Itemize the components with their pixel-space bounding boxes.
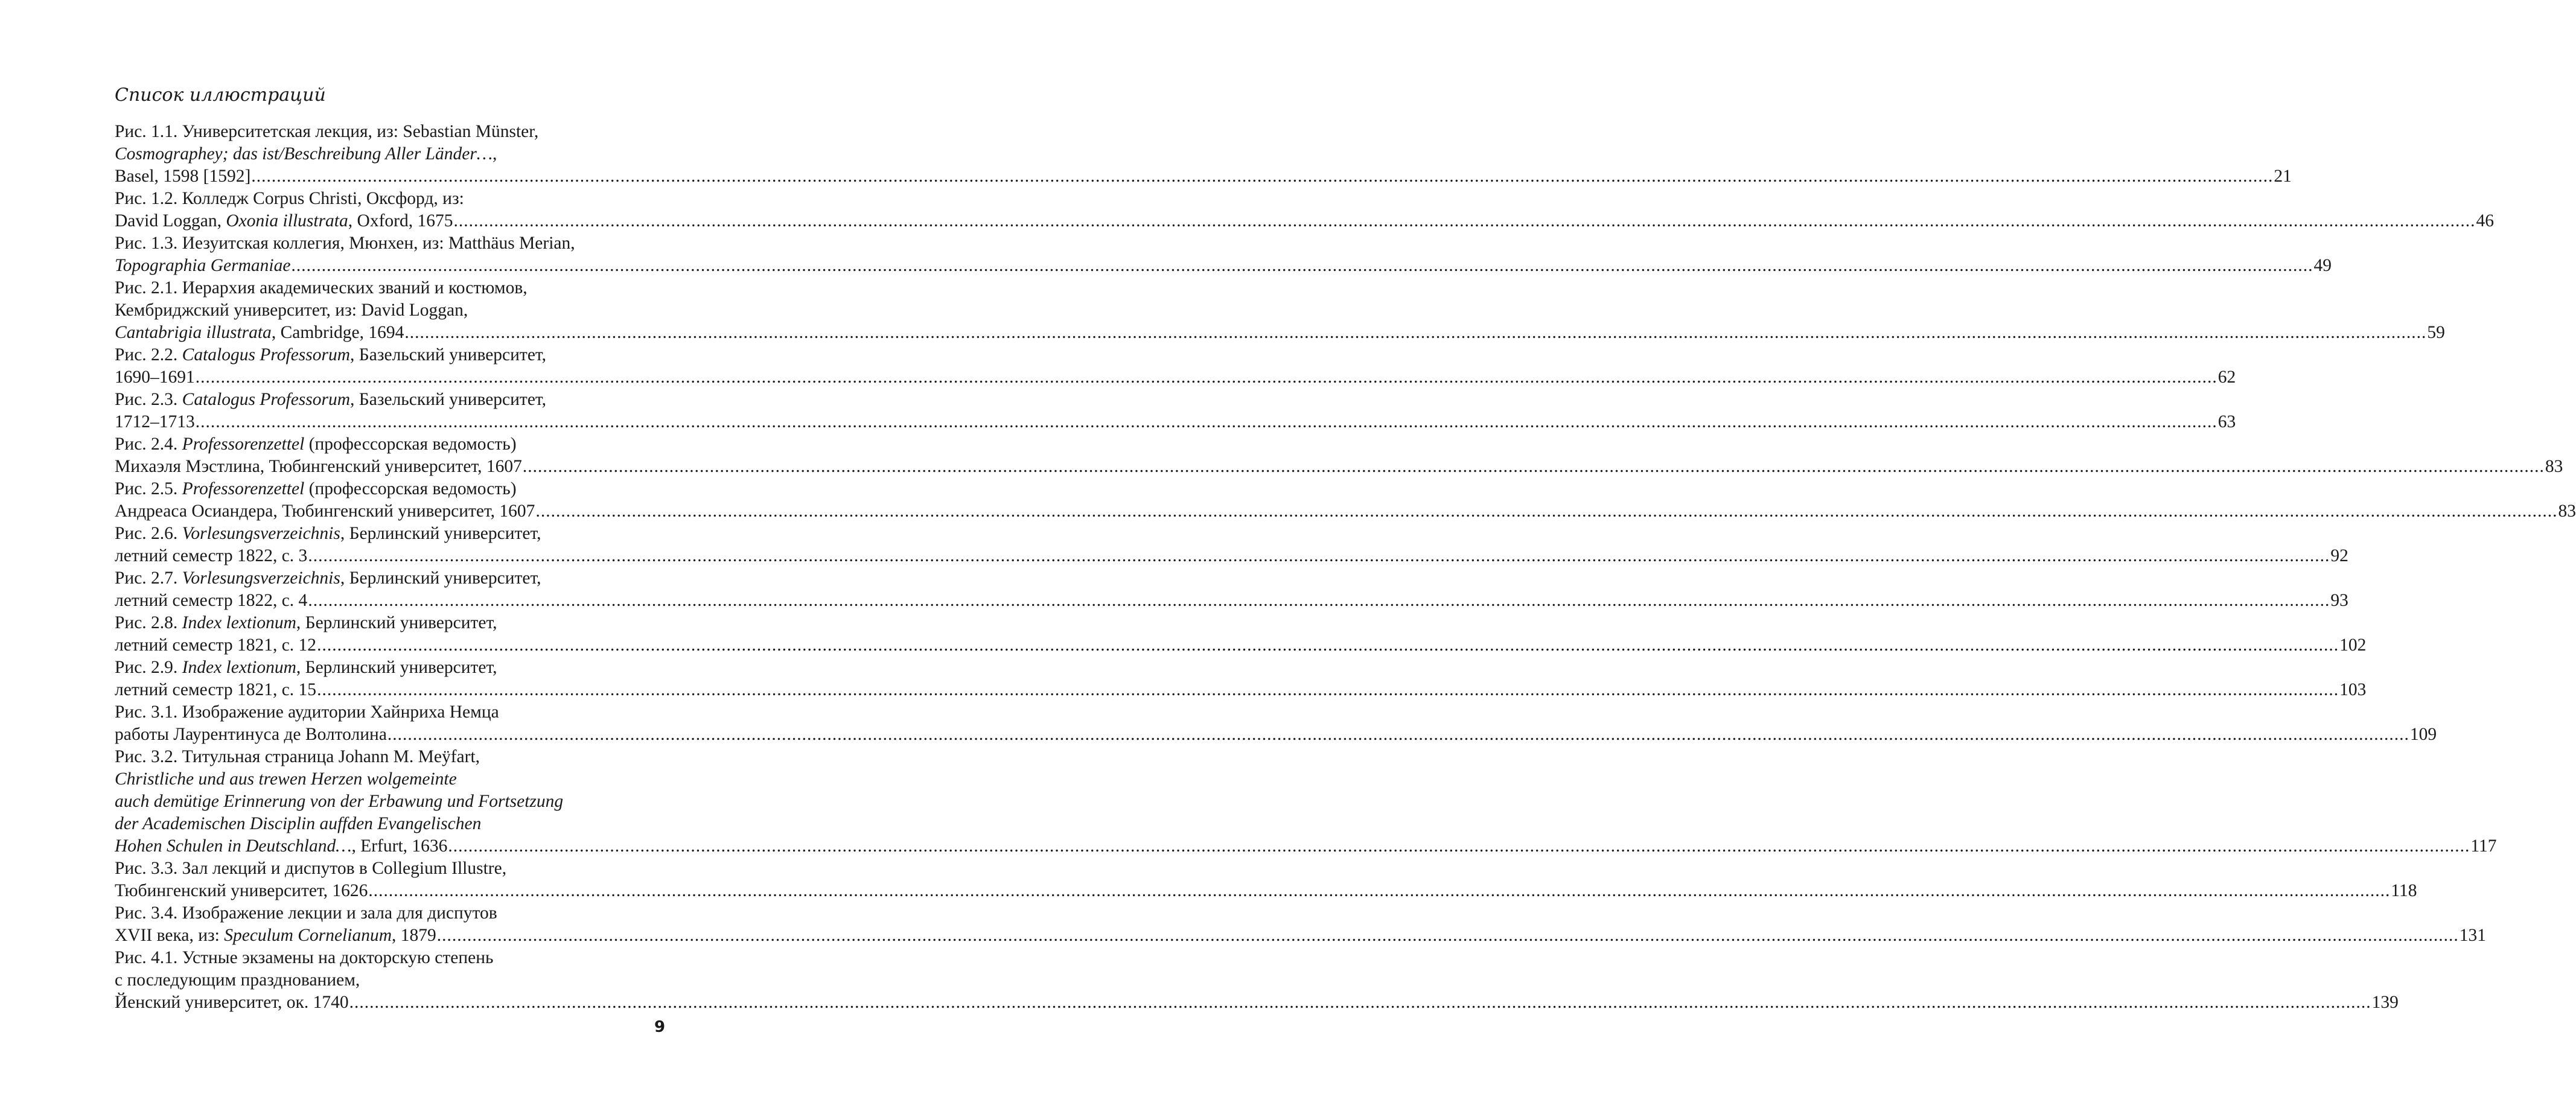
entry-text: Рис. 2.7. bbox=[115, 568, 182, 588]
entry-text: , Базельский университет, bbox=[350, 345, 546, 364]
entry-text: (профессорская ведомость) bbox=[304, 434, 517, 454]
list-item bbox=[115, 389, 2236, 433]
entry-line bbox=[115, 590, 2348, 612]
entry-line bbox=[115, 478, 670, 500]
dot-leader: ................................................................................................................................................................................................................................................................................................................................................................................................................ bbox=[535, 501, 2558, 521]
dot-leader: ................................................................................................................................................................................................................................................................................................................................................................................................................ bbox=[317, 635, 2339, 655]
entry-text: Рис. 3.4. Изображение лекции и зала для диспутов bbox=[115, 903, 497, 923]
entry-line bbox=[115, 456, 2563, 478]
entry-line bbox=[115, 679, 2367, 701]
entry-line-text bbox=[115, 456, 522, 478]
entry-line-text bbox=[115, 835, 447, 858]
entry-text: XVII века, из: bbox=[115, 926, 225, 945]
dot-leader: ................................................................................................................................................................................................................................................................................................................................................................................................................ bbox=[291, 256, 2313, 275]
entry-line bbox=[115, 969, 670, 991]
entry-line bbox=[115, 634, 2367, 657]
entry-line bbox=[115, 858, 670, 880]
entry-text: Basel, 1598 [1592] bbox=[115, 167, 251, 186]
entry-text: летний семестр 1821, с. 15 bbox=[115, 680, 317, 699]
entry-line bbox=[115, 411, 2236, 433]
italic-title: Professorenzettel bbox=[182, 434, 305, 454]
entry-line-text bbox=[115, 679, 316, 701]
page-title: Список иллюстраций bbox=[115, 84, 326, 106]
illustrations-list bbox=[115, 121, 2576, 1014]
entry-text: , Базельский университет, bbox=[350, 390, 546, 409]
entry-line bbox=[115, 277, 670, 299]
list-item bbox=[115, 657, 2367, 701]
entry-text: , Берлинский университет, bbox=[340, 568, 541, 588]
entry-line-text bbox=[115, 880, 368, 902]
entry-page-number: 102 bbox=[2339, 635, 2367, 655]
dot-leader: ................................................................................................................................................................................................................................................................................................................................................................................................................ bbox=[251, 167, 2274, 186]
entry-line bbox=[115, 880, 2417, 902]
entry-text: Кембриджский университет, из: David Loggan, bbox=[115, 301, 468, 320]
entry-text: , bbox=[493, 144, 497, 164]
entry-page-number: 131 bbox=[2459, 926, 2486, 945]
list-item bbox=[115, 188, 2494, 232]
entry-text: Рис. 2.3. bbox=[115, 390, 182, 409]
entry-line-text bbox=[115, 210, 453, 232]
entry-line bbox=[115, 366, 2236, 389]
dot-leader: ................................................................................................................................................................................................................................................................................................................................................................................................................ bbox=[387, 725, 2409, 744]
entry-text: работы Лаурентинуса де Волтолина bbox=[115, 725, 387, 744]
entry-text: Рис. 2.6. bbox=[115, 524, 182, 543]
dot-leader: ................................................................................................................................................................................................................................................................................................................................................................................................................ bbox=[195, 368, 2217, 387]
entry-line bbox=[115, 724, 2437, 746]
entry-text: , Cambridge, 1694 bbox=[271, 323, 404, 342]
entry-page-number: 49 bbox=[2313, 256, 2332, 275]
entry-text: Рис. 2.9. bbox=[115, 658, 182, 677]
entry-text: Рис. 3.1. Изображение аудитории Хайнриха Немца bbox=[115, 702, 499, 722]
dot-leader: ................................................................................................................................................................................................................................................................................................................................................................................................................ bbox=[436, 926, 2459, 945]
entry-text: Рис. 2.1. Иерархия академических званий и костюмов, bbox=[115, 278, 528, 298]
entry-page-number: 83 bbox=[2545, 457, 2563, 476]
list-item bbox=[115, 232, 2332, 277]
entry-page-number: 93 bbox=[2330, 591, 2348, 610]
dot-leader: ................................................................................................................................................................................................................................................................................................................................................................................................................ bbox=[349, 993, 2371, 1012]
entry-line-text bbox=[115, 255, 290, 277]
italic-title: Oxonia illustrata bbox=[226, 211, 348, 231]
italic-title: Christliche und aus trewen Herzen wolgemeinte bbox=[115, 769, 457, 789]
entry-text: Михаэля Мэстлина, Тюбингенский университет, 1607 bbox=[115, 457, 522, 476]
entry-line-text bbox=[115, 724, 387, 746]
entry-line bbox=[115, 121, 670, 143]
entry-line bbox=[115, 791, 670, 813]
entry-text: с последующим празднованием, bbox=[115, 970, 360, 990]
entry-text: , Берлинский университет, bbox=[340, 524, 541, 543]
entry-line bbox=[115, 701, 670, 724]
entry-line-text bbox=[115, 924, 436, 947]
entry-page-number: 109 bbox=[2409, 725, 2437, 744]
entry-line-text bbox=[115, 366, 195, 389]
entry-page-number: 46 bbox=[2476, 211, 2494, 231]
entry-line bbox=[115, 813, 670, 835]
entry-line bbox=[115, 322, 2445, 344]
dot-leader: ................................................................................................................................................................................................................................................................................................................................................................................................................ bbox=[404, 323, 2427, 342]
dot-leader: ................................................................................................................................................................................................................................................................................................................................................................................................................ bbox=[308, 591, 2330, 610]
entry-page-number: 62 bbox=[2217, 368, 2236, 387]
entry-line bbox=[115, 545, 2348, 567]
entry-line bbox=[115, 902, 670, 924]
entry-line-text bbox=[115, 991, 349, 1014]
entry-line bbox=[115, 344, 670, 366]
entry-line bbox=[115, 143, 670, 165]
entry-page-number: 59 bbox=[2427, 323, 2445, 342]
page-number: 9 bbox=[654, 1018, 666, 1036]
list-item bbox=[115, 947, 2399, 1014]
entry-text: Рис. 4.1. Устные экзамены на докторскую степень bbox=[115, 948, 494, 967]
italic-title: Vorlesungsverzeichnis bbox=[182, 568, 340, 588]
entry-line bbox=[115, 947, 670, 969]
entry-text: , Erfurt, 1636 bbox=[351, 836, 448, 856]
entry-page-number: 103 bbox=[2339, 680, 2367, 699]
entry-line bbox=[115, 210, 2494, 232]
entry-text: Рис. 1.2. Колледж Corpus Christi, Оксфорд, из: bbox=[115, 189, 464, 208]
entry-text: Рис. 2.2. bbox=[115, 345, 182, 364]
entry-text: , Берлинский университет, bbox=[296, 658, 497, 677]
entry-line bbox=[115, 746, 670, 768]
entry-line bbox=[115, 389, 670, 411]
italic-title: Cantabrigia illustrata bbox=[115, 323, 272, 342]
entry-text: , Oxford, 1675 bbox=[348, 211, 453, 231]
dot-leader: ................................................................................................................................................................................................................................................................................................................................................................................................................ bbox=[368, 881, 2391, 900]
entry-text: летний семестр 1822, с. 4 bbox=[115, 591, 308, 610]
entry-text: Тюбингенский университет, 1626 bbox=[115, 881, 368, 900]
entry-text: летний семестр 1822, с. 3 bbox=[115, 546, 308, 565]
italic-title: Cosmographey; das ist/Beschreibung Aller Länder… bbox=[115, 144, 493, 164]
entry-line bbox=[115, 255, 2332, 277]
entry-page-number: 21 bbox=[2274, 167, 2292, 186]
entry-line-text bbox=[115, 411, 195, 433]
italic-title: auch demütige Erinnerung von der Erbawung und Fortsetzung bbox=[115, 792, 564, 811]
entry-line bbox=[115, 232, 670, 255]
entry-text: , Берлинский университет, bbox=[296, 613, 497, 632]
dot-leader: ................................................................................................................................................................................................................................................................................................................................................................................................................ bbox=[453, 211, 2476, 231]
entry-page-number: 63 bbox=[2217, 412, 2236, 431]
entry-line bbox=[115, 433, 670, 456]
entry-line-text bbox=[115, 545, 307, 567]
entry-text: Рис. 3.3. Зал лекций и диспутов в Collegium Illustre, bbox=[115, 859, 507, 878]
entry-page-number: 92 bbox=[2330, 546, 2348, 565]
entry-line bbox=[115, 500, 2576, 523]
italic-title: Hohen Schulen in Deutschland… bbox=[115, 836, 352, 856]
entry-text: Рис. 2.5. bbox=[115, 479, 182, 498]
entry-line bbox=[115, 523, 670, 545]
entry-line bbox=[115, 188, 670, 210]
list-item bbox=[115, 478, 2576, 523]
entry-text: , 1879 bbox=[392, 926, 436, 945]
entry-page-number: 117 bbox=[2470, 836, 2497, 856]
italic-title: Topographia Germaniae bbox=[115, 256, 291, 275]
entry-line bbox=[115, 165, 2292, 188]
entry-page-number: 83 bbox=[2558, 501, 2576, 521]
entry-text: Рис. 1.3. Иезуитская коллегия, Мюнхен, из: Matthäus Merian, bbox=[115, 234, 575, 253]
list-item bbox=[115, 902, 2486, 947]
list-item bbox=[115, 523, 2348, 567]
italic-title: Vorlesungsverzeichnis bbox=[182, 524, 340, 543]
entry-line bbox=[115, 612, 670, 634]
list-item bbox=[115, 746, 2497, 858]
entry-line bbox=[115, 299, 670, 322]
entry-line bbox=[115, 657, 670, 679]
entry-line-text bbox=[115, 590, 307, 612]
entry-text: летний семестр 1821, с. 12 bbox=[115, 635, 317, 655]
list-item bbox=[115, 858, 2417, 902]
italic-title: Speculum Cornelianum bbox=[224, 926, 392, 945]
entry-page-number: 139 bbox=[2371, 993, 2399, 1012]
entry-line bbox=[115, 567, 670, 590]
dot-leader: ................................................................................................................................................................................................................................................................................................................................................................................................................ bbox=[448, 836, 2470, 856]
entry-line bbox=[115, 768, 670, 791]
entry-text: (профессорская ведомость) bbox=[304, 479, 517, 498]
entry-page-number: 118 bbox=[2391, 881, 2417, 900]
list-item bbox=[115, 612, 2367, 657]
entry-line bbox=[115, 924, 2486, 947]
list-item bbox=[115, 277, 2445, 344]
dot-leader: ................................................................................................................................................................................................................................................................................................................................................................................................................ bbox=[317, 680, 2339, 699]
entry-text: Рис. 2.4. bbox=[115, 434, 182, 454]
entry-text: 1712–1713 bbox=[115, 412, 195, 431]
entry-text: Рис. 2.8. bbox=[115, 613, 182, 632]
entry-line-text bbox=[115, 634, 316, 657]
entry-line bbox=[115, 835, 2497, 858]
entry-text: Рис. 1.1. Университетская лекция, из: Sebastian Münster, bbox=[115, 122, 539, 141]
entry-text: Рис. 3.2. Титульная страница Johann M. Meÿfart, bbox=[115, 747, 480, 766]
dot-leader: ................................................................................................................................................................................................................................................................................................................................................................................................................ bbox=[308, 546, 2330, 565]
dot-leader: ................................................................................................................................................................................................................................................................................................................................................................................................................ bbox=[195, 412, 2217, 431]
list-item bbox=[115, 121, 2292, 188]
list-item bbox=[115, 567, 2348, 612]
entry-line-text bbox=[115, 165, 250, 188]
entry-text: Андреаса Осиандера, Тюбингенский университет, 1607 bbox=[115, 501, 535, 521]
entry-line-text bbox=[115, 322, 404, 344]
entry-text: 1690–1691 bbox=[115, 368, 195, 387]
italic-title: Index lextionum bbox=[182, 658, 296, 677]
list-item bbox=[115, 701, 2437, 746]
italic-title: Catalogus Professorum bbox=[182, 345, 351, 364]
italic-title: der Academischen Disciplin auffden Evangelischen bbox=[115, 814, 482, 833]
entry-line bbox=[115, 991, 2399, 1014]
entry-text: David Loggan, bbox=[115, 211, 226, 231]
italic-title: Index lextionum bbox=[182, 613, 296, 632]
entry-line-text bbox=[115, 500, 535, 523]
italic-title: Professorenzettel bbox=[182, 479, 305, 498]
italic-title: Catalogus Professorum bbox=[182, 390, 351, 409]
dot-leader: ................................................................................................................................................................................................................................................................................................................................................................................................................ bbox=[522, 457, 2545, 476]
entry-text: Йенский университет, ок. 1740 bbox=[115, 993, 349, 1012]
list-item bbox=[115, 344, 2236, 389]
list-item bbox=[115, 433, 2563, 478]
